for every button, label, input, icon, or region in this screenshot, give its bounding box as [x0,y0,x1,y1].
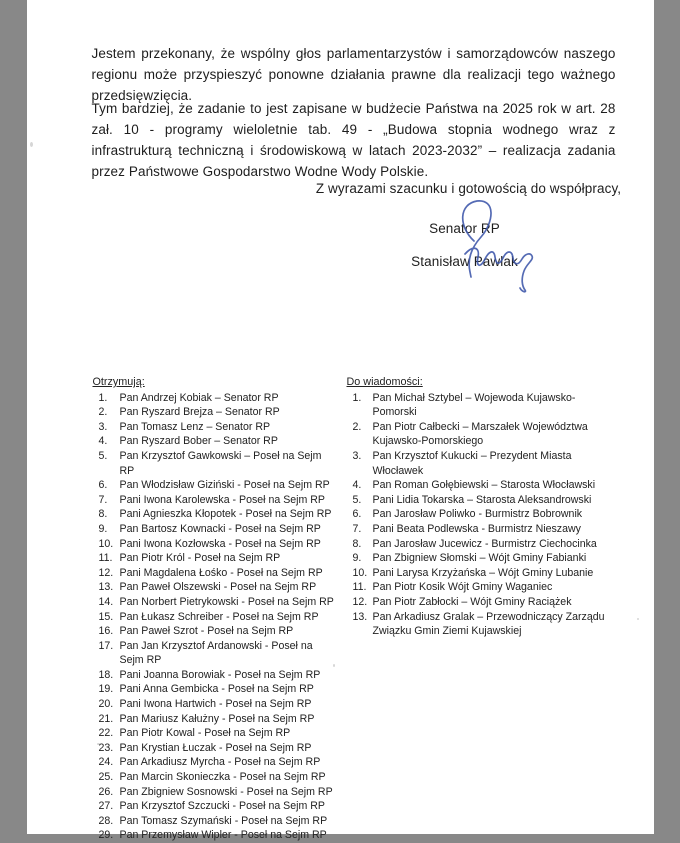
list-item-number: 20. [99,697,120,712]
list-item-number: 18. [99,668,120,683]
list-item-number: 3. [99,420,120,435]
list-item-number: 1. [353,391,373,420]
list-item [93,799,338,814]
list-item-text: Pan Bartosz Kownacki - Poseł na Sejm RP [120,522,338,537]
list-item-number: 17. [99,639,120,668]
list-item-text: Pan Przemysław Wipler - Poseł na Sejm RP [120,828,338,843]
list-item [93,391,338,406]
list-item-text: Pan Roman Gołębiewski – Starosta Włocławski [373,478,609,493]
list-item-text: Pani Agnieszka Kłopotek - Poseł na Sejm RP [120,507,338,522]
cc-rows [347,391,609,639]
list-item [93,639,338,668]
list-item-number: 27. [99,799,120,814]
list-item-text: Pan Krzysztof Gawkowski – Poseł na Sejm RP [120,449,338,478]
cc-heading: Do wiadomości: [347,375,609,390]
list-item-text: Pani Iwona Karolewska - Poseł na Sejm RP [120,493,338,508]
signer-title: Senator RP [315,221,615,236]
list-item [93,668,338,683]
list-item-number: 5. [99,449,120,478]
list-item-text: Pan Tomasz Szymański - Poseł na Sejm RP [120,814,338,829]
list-item-text: Pan Tomasz Lenz – Senator RP [120,420,338,435]
list-item-number: 16. [99,624,120,639]
list-item-text: Pan Zbigniew Sosnowski - Poseł na Sejm RP [120,785,338,800]
list-item-text: Pani Beata Podlewska - Burmistrz Nieszawy [373,522,609,537]
list-item [93,478,338,493]
scanned-letter-page [27,0,654,834]
list-item [347,449,609,478]
list-item-number: 22. [99,726,120,741]
list-item-number: 8. [99,507,120,522]
list-item-number: 2. [353,420,373,449]
paragraph-2: Tym bardziej, że zadanie to jest zapisane w budżecie Państwa na 2025 rok w art. 28 zał. 10 - programy wieloletnie tab. 49 - „Budowa stopnia wodnego wraz z infrastrukturą techniczną i środowiskową w latach 2023-2032” – realizacja zadania przez Państwowe Gospodarstwo Wodne Wody Polskie. [92,98,616,182]
list-item-number: 10. [99,537,120,552]
list-item [93,624,338,639]
list-item-number: 9. [353,551,373,566]
list-item [93,697,338,712]
list-item [93,537,338,552]
list-item [93,493,338,508]
list-item-text: Pan Piotr Całbecki – Marszałek Województwa Kujawsko-Pomorskiego [373,420,609,449]
scan-artifact [97,743,100,745]
scan-artifact [30,142,33,147]
list-item-text: Pan Piotr Zabłocki – Wójt Gminy Raciążek [373,595,609,610]
list-item [93,507,338,522]
list-item [93,566,338,581]
list-item-text: Pan Arkadiusz Myrcha - Poseł na Sejm RP [120,755,338,770]
list-item-number: 12. [353,595,373,610]
list-item-text: Pani Joanna Borowiak - Poseł na Sejm RP [120,668,338,683]
list-item-text: Pan Marcin Skonieczka - Poseł na Sejm RP [120,770,338,785]
list-item-text: Pan Piotr Kosik Wójt Gminy Waganiec [373,580,609,595]
recipients-list [93,375,338,843]
list-item-number: 14. [99,595,120,610]
list-item [93,595,338,610]
list-item-text: Pan Jarosław Poliwko - Burmistrz Bobrownik [373,507,609,522]
list-item-text: Pani Magdalena Łośko - Poseł na Sejm RP [120,566,338,581]
list-item [93,610,338,625]
recipients-heading: Otrzymują: [93,375,338,390]
list-item [93,551,338,566]
list-item-text: Pan Andrzej Kobiak – Senator RP [120,391,338,406]
signer-name: Stanisław Pawlak [315,254,615,269]
list-item-number: 5. [353,493,373,508]
list-item-number: 6. [99,478,120,493]
list-item [93,726,338,741]
list-item-number: 4. [353,478,373,493]
handwritten-signature [452,193,542,295]
list-item-text: Pan Krystian Łuczak - Poseł na Sejm RP [120,741,338,756]
list-item-text: Pan Krzysztof Kukucki – Prezydent Miasta Włocławek [373,449,609,478]
list-item [347,580,609,595]
list-item-text: Pan Zbigniew Słomski – Wójt Gminy Fabianki [373,551,609,566]
list-item [347,420,609,449]
paragraph-1: Jestem przekonany, że wspólny głos parlamentarzystów i samorządowców naszego regionu może przyspieszyć ponowne działania prawne dla realizacji tego ważnego przedsięwzięcia. [92,43,616,106]
list-item [93,785,338,800]
list-item-number: 21. [99,712,120,727]
list-item [93,580,338,595]
list-item-number: 13. [99,580,120,595]
list-item-number: 11. [353,580,373,595]
list-item-text: Pani Anna Gembicka - Poseł na Sejm RP [120,682,338,697]
list-item-text: Pan Paweł Szrot - Poseł na Sejm RP [120,624,338,639]
list-item-number: 4. [99,434,120,449]
list-item [93,449,338,478]
list-item-number: 23. [99,741,120,756]
list-item [347,478,609,493]
list-item-text: Pan Paweł Olszewski - Poseł na Sejm RP [120,580,338,595]
list-item-text: Pan Ryszard Brejza – Senator RP [120,405,338,420]
closing-salutation: Z wyrazami szacunku i gotowością do współpracy, [249,181,680,196]
list-item-text: Pan Norbert Pietrykowski - Poseł na Sejm RP [120,595,338,610]
list-item-number: 13. [353,610,373,639]
list-item-text: Pani Larysa Krzyżańska – Wójt Gminy Lubanie [373,566,609,581]
list-item-number: 28. [99,814,120,829]
list-item [93,434,338,449]
list-item-number: 8. [353,537,373,552]
list-item [347,391,609,420]
list-item-text: Pani Iwona Hartwich - Poseł na Sejm RP [120,697,338,712]
list-item-number: 12. [99,566,120,581]
list-item [347,551,609,566]
list-item [93,712,338,727]
list-item-number: 3. [353,449,373,478]
list-item [347,493,609,508]
list-item-number: 7. [99,493,120,508]
list-item [93,522,338,537]
list-item-text: Pan Jarosław Jucewicz - Burmistrz Ciechocinka [373,537,609,552]
list-item-number: 26. [99,785,120,800]
list-item [347,537,609,552]
list-item-number: 10. [353,566,373,581]
list-item [93,755,338,770]
list-item [347,610,609,639]
list-item [93,828,338,843]
list-item [347,566,609,581]
list-item-text: Pani Iwona Kozłowska - Poseł na Sejm RP [120,537,338,552]
list-item [93,405,338,420]
list-item-number: 29. [99,828,120,843]
list-item-number: 25. [99,770,120,785]
list-item [93,770,338,785]
list-item-number: 6. [353,507,373,522]
list-item-text: Pan Jan Krzysztof Ardanowski - Poseł na Sejm RP [120,639,338,668]
list-item-number: 19. [99,682,120,697]
list-item-number: 15. [99,610,120,625]
list-item [347,595,609,610]
list-item-number: 24. [99,755,120,770]
list-item [93,682,338,697]
list-item [347,507,609,522]
list-item [93,814,338,829]
list-item-text: Pan Ryszard Bober – Senator RP [120,434,338,449]
list-item-text: Pan Łukasz Schreiber - Poseł na Sejm RP [120,610,338,625]
list-item [93,741,338,756]
scan-artifact [637,618,639,620]
list-item [93,420,338,435]
scan-artifact [333,664,335,667]
list-item-text: Pan Mariusz Kałużny - Poseł na Sejm RP [120,712,338,727]
list-item-number: 7. [353,522,373,537]
list-item-text: Pan Michał Sztybel – Wojewoda Kujawsko-Pomorski [373,391,609,420]
list-item-text: Pan Krzysztof Szczucki - Poseł na Sejm RP [120,799,338,814]
list-item-number: 9. [99,522,120,537]
cc-list [347,375,609,639]
list-item-text: Pan Arkadiusz Gralak – Przewodniczący Zarządu Związku Gmin Ziemi Kujawskiej [373,610,609,639]
list-item-text: Pan Piotr Kowal - Poseł na Sejm RP [120,726,338,741]
list-item-number: 2. [99,405,120,420]
list-item-number: 11. [99,551,120,566]
list-item-text: Pan Piotr Król - Poseł na Sejm RP [120,551,338,566]
list-item-text: Pani Lidia Tokarska – Starosta Aleksandrowski [373,493,609,508]
list-item [347,522,609,537]
recipients-rows [93,391,338,843]
list-item-number: 1. [99,391,120,406]
list-item-text: Pan Włodzisław Giziński - Poseł na Sejm RP [120,478,338,493]
